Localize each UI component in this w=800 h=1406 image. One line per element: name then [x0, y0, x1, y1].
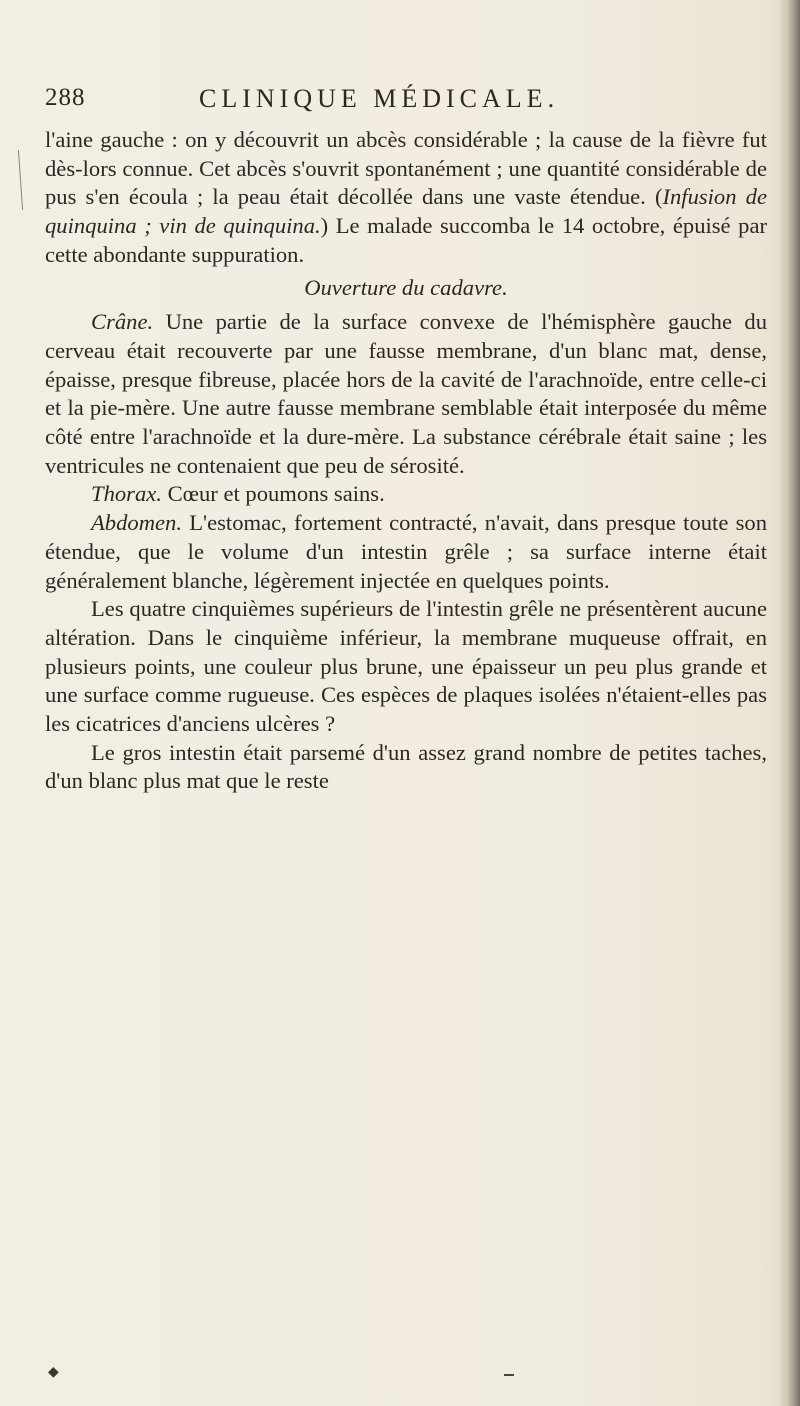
crane-text: Une partie de la surface convexe de l'hémisphère gauche du cerveau était recouverte par une fausse membrane, d'un blanc mat, dense, épaisse, presque fibreuse, placée hors de la cavité de l'arachnoïde, entre celle-ci et la pie-mère. Une autre fausse membrane semblable était interposée du même côté entre l'arachnoïde et la dure-mère. La substance cérébrale était saine ; les ventricules ne contenaient que peu de sérosité. [45, 309, 767, 478]
paragraph-abces-end: ) Le malade succomba le 14 octobre, épuisé par cette abondante suppuration. [45, 213, 768, 267]
body-text [45, 126, 767, 796]
paragraph-thorax [45, 480, 767, 509]
paragraph-intestin-grele: Les quatre cinquièmes supérieurs de l'intestin grêle ne présentèrent aucune altération. Dans le cinquième inférieur, la membrane muqueuse offrait, en plusieurs points, une couleur plus brune, une épaisseur un peu plus grande et une surface comme rugueuse. Ces espèces de plaques isolées n'étaient-elles pas les cicatrices d'anciens ulcères ? [45, 596, 767, 737]
section-title: Ouverture du cadavre. [304, 274, 508, 300]
thorax-text: Cœur et poumons sains. [161, 481, 385, 507]
page-edge-shadow [778, 0, 800, 1406]
footer-dash [504, 1374, 514, 1376]
paragraph-abces-text: l'aine gauche : on y découvrit un abcès considérable ; la cause de la fièvre fut dès-lors connue. Cet abcès s'ouvrit spontanément ; une quantité considérable de pus s'en écoula ; la peau était décollée dans une vaste étendue. ( [45, 127, 767, 210]
abdomen-heading: Abdomen. [91, 510, 182, 536]
paragraph-crane [45, 308, 767, 480]
paragraph-gros-intestin: Le gros intestin était parsemé d'un assez grand nombre de petites taches, d'un blanc plus mat que le reste [45, 739, 767, 794]
margin-pencil-mark [18, 150, 23, 210]
running-head: CLINIQUE MÉDICALE. [199, 84, 560, 113]
crane-heading: Crâne. [91, 309, 154, 335]
page-number: 288 [45, 84, 86, 111]
thorax-heading: Thorax. [91, 481, 162, 507]
abdomen-text: L'estomac, fortement contracté, n'avait, dans presque toute son étendue, que le volume d'un intestin grêle ; sa surface interne était généralement blanche, légèrement injectée en quelques points. [45, 510, 767, 593]
paragraph-abces [45, 126, 767, 270]
treatment-note: Infusion de quinquina ; vin de quinquina. [45, 184, 767, 239]
paragraph-abdomen [45, 509, 767, 595]
page-header [45, 84, 765, 124]
footer-mark: ◆ [48, 1365, 59, 1380]
